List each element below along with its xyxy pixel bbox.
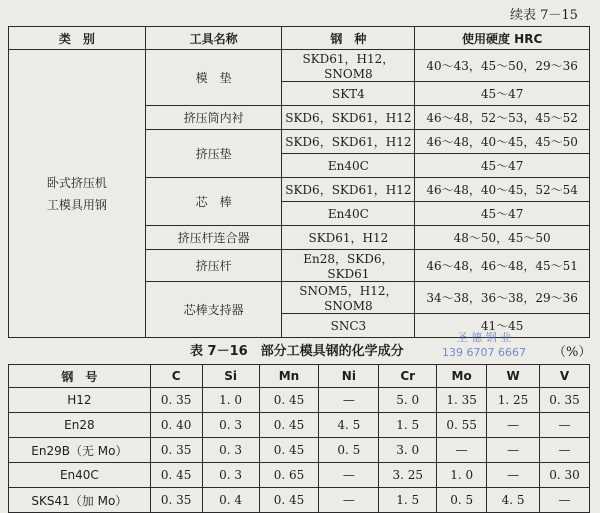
steel-no: En29B（无 Mo） [9,438,151,463]
cell-mo: 0. 5 [437,488,487,513]
category-label: 卧式挤压机 工模具用钢 [46,175,107,212]
table-header-row [9,27,590,50]
steel-grade: SKD6，SKD61，H12 [282,178,415,202]
cell-si: 0. 3 [202,438,259,463]
header-v: V [540,365,590,388]
cell-si: 1. 0 [202,388,259,413]
cell-mo: 1. 0 [437,463,487,488]
steel-grade: En40C [282,202,415,226]
table-row [9,413,590,438]
header-tool: 工具名称 [145,27,282,50]
cell-v: 0. 30 [540,463,590,488]
header-w: W [487,365,540,388]
tool-name: 挤压杆 [145,250,282,282]
cell-cr: 1. 5 [379,413,437,438]
cell-v: — [540,488,590,513]
header-si: Si [202,365,259,388]
table-row [9,463,590,488]
header-mo: Mo [437,365,487,388]
cell-mn: 0. 45 [259,438,319,463]
cell-c: 0. 45 [150,463,202,488]
header-ni: Ni [319,365,379,388]
cell-c: 0. 35 [150,488,202,513]
hardness-value: 46～48，40～45，52～54 [415,178,590,202]
steel-grade: SKD6，SKD61，H12 [282,106,415,130]
cell-cr: 5. 0 [379,388,437,413]
cell-si: 0. 3 [202,463,259,488]
cell-mn: 0. 65 [259,463,319,488]
tool-name: 挤压杆连合器 [145,226,282,250]
cell-w: — [487,438,540,463]
hardness-value: 46～48，52～53，45～52 [415,106,590,130]
table-header-row [9,365,590,388]
cell-mn: 0. 45 [259,413,319,438]
steel-no: H12 [9,388,151,413]
hardness-value: 34～38，36～38，29～36 [415,282,590,314]
cell-cr: 3. 0 [379,438,437,463]
steel-grade: En40C [282,154,415,178]
tool-name: 挤压筒内衬 [145,106,282,130]
hardness-table [8,26,590,338]
table-caption: 表 7－16 部分工模具钢的化学成分 [190,344,404,359]
hardness-value: 45～47 [415,82,590,106]
steel-grade: SKD6，SKD61，H12 [282,130,415,154]
cell-mo: 0. 55 [437,413,487,438]
stamp-name: 圣 德 钢 业 [456,331,512,344]
table-row [9,50,590,82]
cell-v: — [540,438,590,463]
cell-w: 4. 5 [487,488,540,513]
header-steel: 钢 种 [282,27,415,50]
header-cr: Cr [379,365,437,388]
cell-mo: 1. 35 [437,388,487,413]
table-row [9,438,590,463]
continued-label: 续表 7－15 [510,8,578,23]
seller-stamp [428,330,540,364]
hardness-value: 48～50，45～50 [415,226,590,250]
hardness-value: 45～47 [415,202,590,226]
steel-grade: SNOM5，H12，SNOM8 [282,282,415,314]
steel-no: SKS41（加 Mo） [9,488,151,513]
cell-w: — [487,413,540,438]
steel-grade: SKD61，H12，SNOM8 [282,50,415,82]
cell-ni: — [319,388,379,413]
cell-w: — [487,463,540,488]
cell-mn: 0. 45 [259,388,319,413]
steel-no: En28 [9,413,151,438]
cell-ni: — [319,488,379,513]
steel-grade: SNC3 [282,314,415,338]
composition-table [8,364,590,513]
steel-no: En40C [9,463,151,488]
cell-v: — [540,413,590,438]
header-mn: Mn [259,365,319,388]
cell-v: 0. 35 [540,388,590,413]
category-cell [9,50,146,338]
hardness-value: 46～48，46～48，45～51 [415,250,590,282]
cell-ni: 4. 5 [319,413,379,438]
cell-c: 0. 35 [150,388,202,413]
cell-c: 0. 40 [150,413,202,438]
cell-si: 0. 3 [202,413,259,438]
cell-ni: — [319,463,379,488]
cell-mo: — [437,438,487,463]
cell-ni: 0. 5 [319,438,379,463]
table-row [9,388,590,413]
hardness-value: 41～45 [415,314,590,338]
tool-name: 芯 棒 [145,178,282,226]
header-c: C [150,365,202,388]
stamp-phone: 139 6707 6667 [442,346,526,359]
cell-cr: 3. 25 [379,463,437,488]
unit-label: （%） [553,345,592,360]
hardness-value: 46～48，40～45，45～50 [415,130,590,154]
cell-mn: 0. 45 [259,488,319,513]
tool-name: 挤压垫 [145,130,282,178]
header-hardness: 使用硬度 HRC [415,27,590,50]
cell-cr: 1. 5 [379,488,437,513]
header-category: 类 别 [9,27,146,50]
tool-name: 芯棒支持器 [145,282,282,338]
steel-grade: En28，SKD6，SKD61 [282,250,415,282]
cell-w: 1. 25 [487,388,540,413]
steel-grade: SKD61，H12 [282,226,415,250]
hardness-value: 40～43，45～50，29～36 [415,50,590,82]
steel-grade: SKT4 [282,82,415,106]
cell-c: 0. 35 [150,438,202,463]
cell-si: 0. 4 [202,488,259,513]
header-steel-no: 钢 号 [9,365,151,388]
hardness-value: 45～47 [415,154,590,178]
tool-name: 模 垫 [145,50,282,106]
